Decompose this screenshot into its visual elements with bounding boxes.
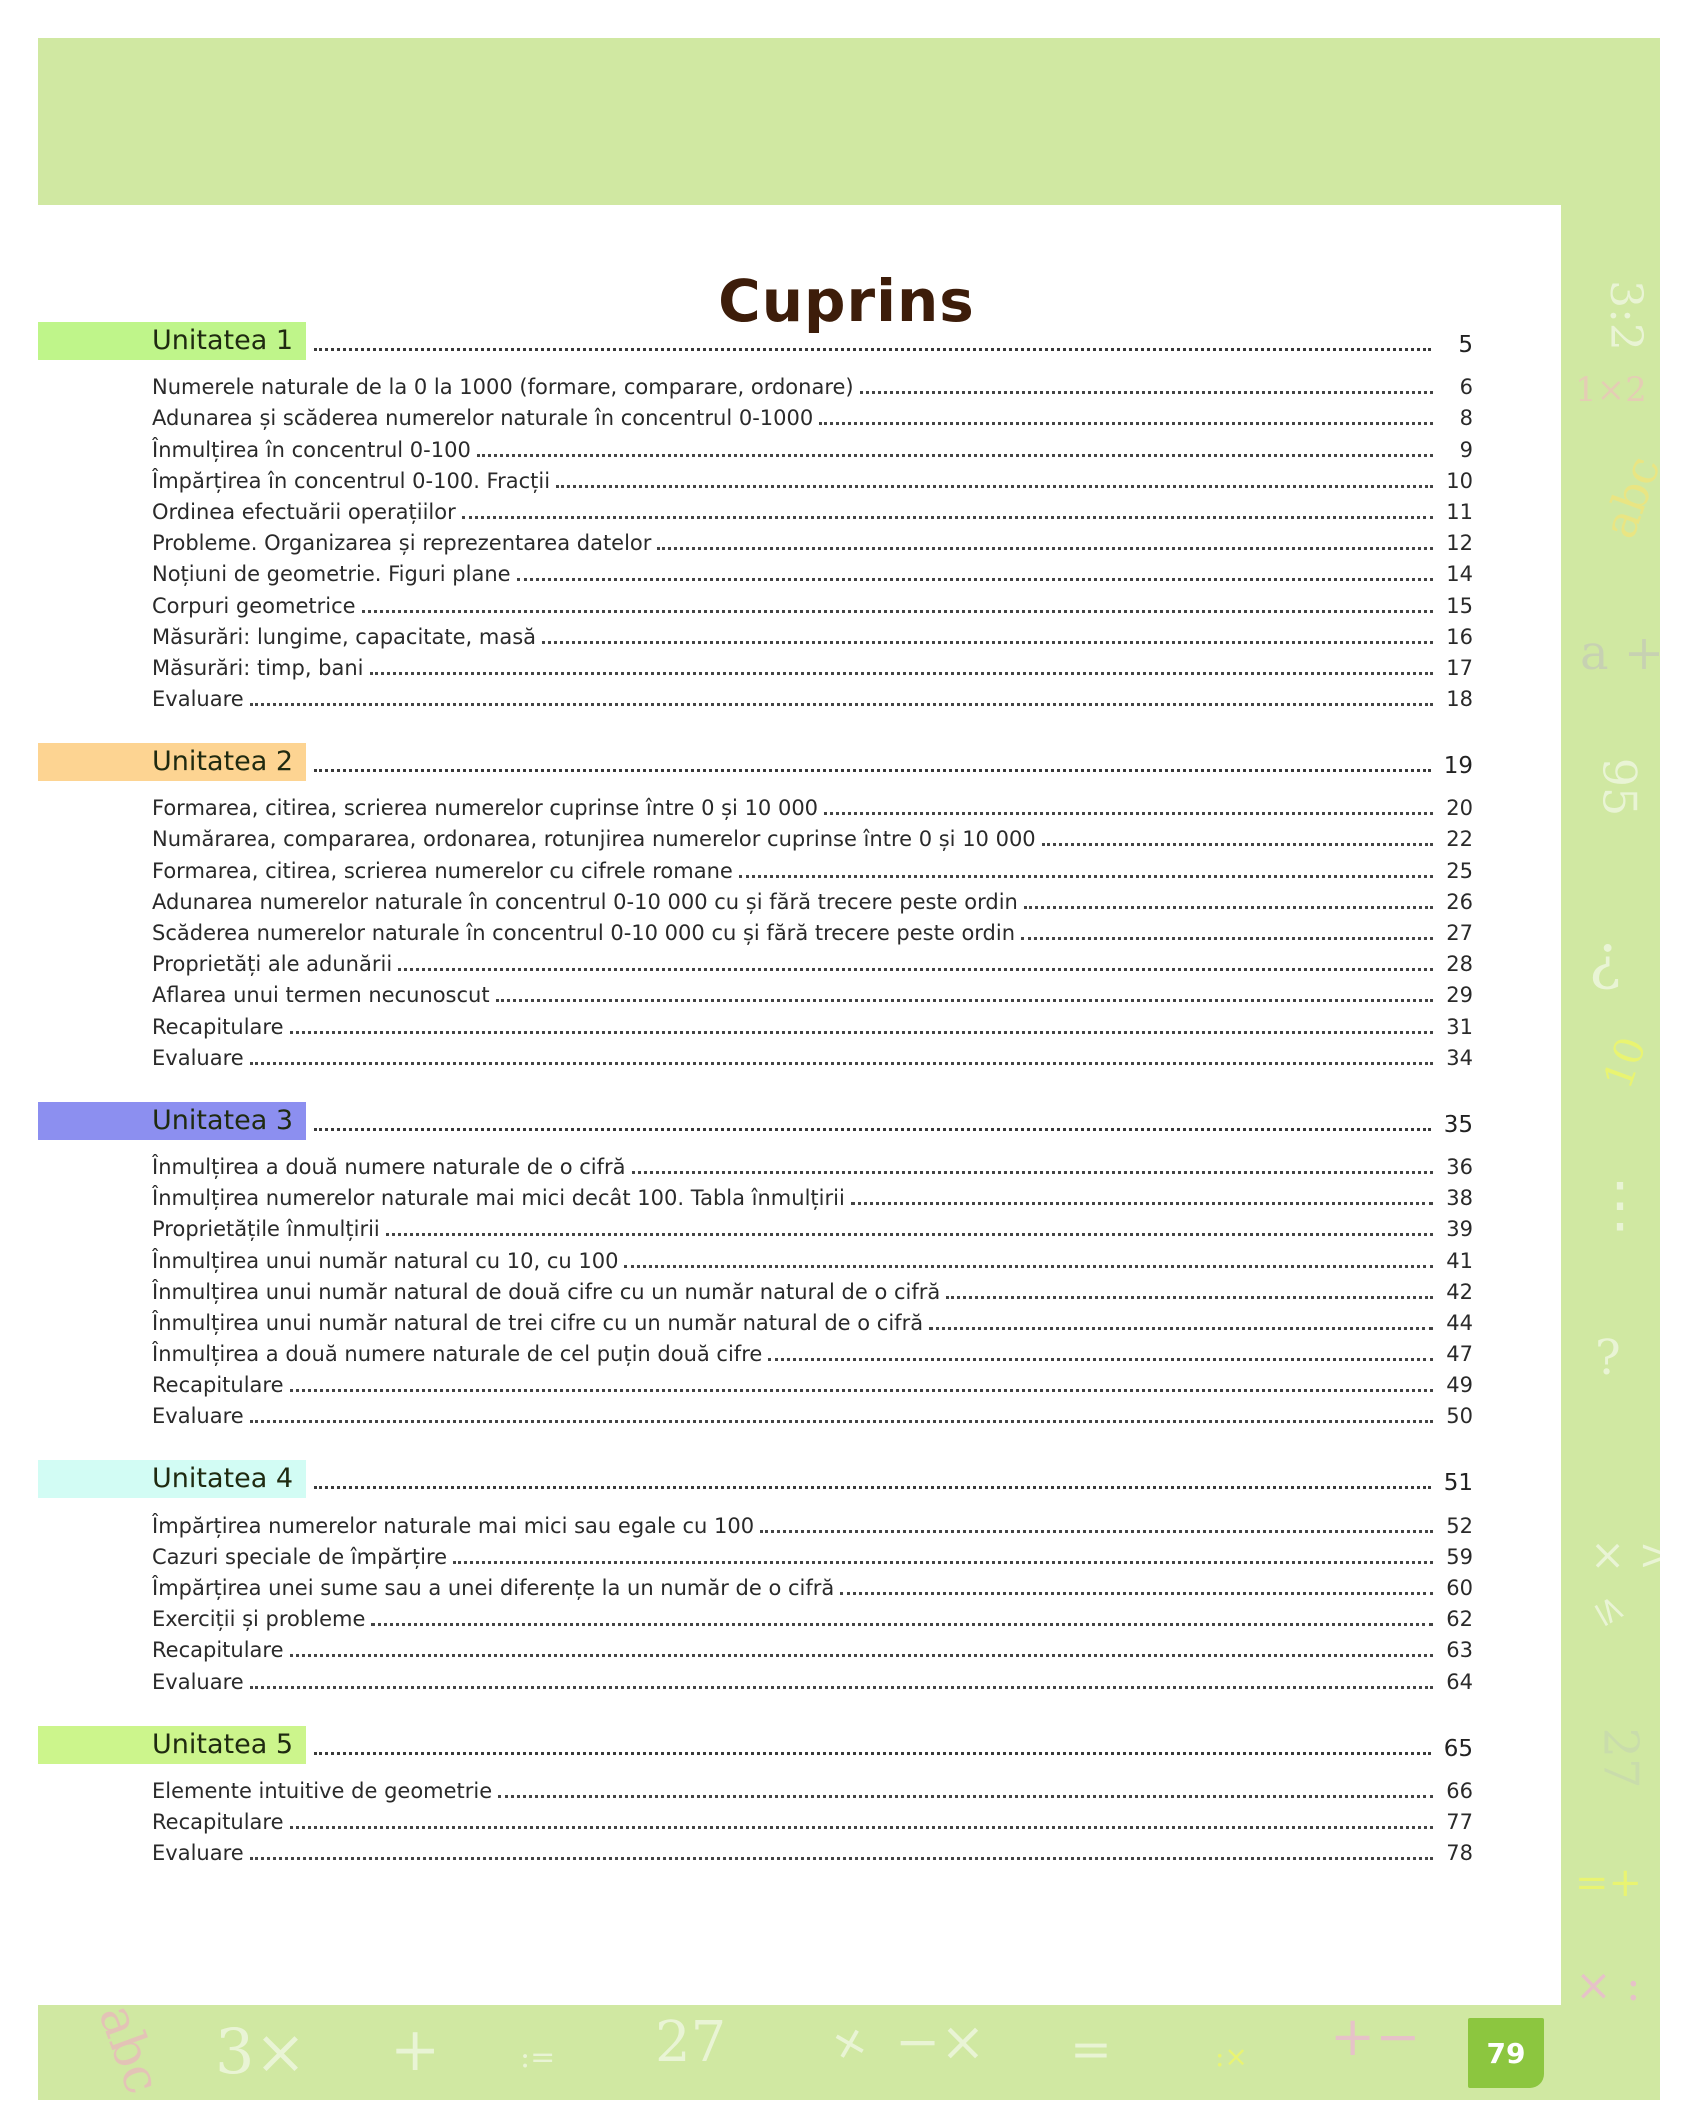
toc-entry	[38, 885, 1473, 916]
math-symbol-decoration: abc	[87, 1996, 173, 2102]
toc-entry-title: Înmulțirea unui număr natural cu 10, cu 100	[152, 1248, 619, 1273]
toc-entry	[38, 682, 1473, 713]
unit-page-number: 19	[1443, 753, 1473, 780]
unit-heading: Unitatea 4	[38, 1460, 306, 1498]
unit-page-number: 65	[1443, 1735, 1473, 1762]
toc-entry-page: 38	[1446, 1186, 1473, 1211]
math-symbol-decoration: 95	[1592, 757, 1647, 817]
toc-entry	[38, 1009, 1473, 1040]
unit-heading: Unitatea 5	[38, 1726, 306, 1764]
unit-heading: Unitatea 2	[38, 743, 306, 781]
toc-entry	[38, 1664, 1473, 1695]
dot-leader	[946, 1296, 1433, 1299]
table-of-contents	[38, 320, 1473, 1895]
toc-entry-title: Recapitulare	[152, 1014, 284, 1039]
toc-entry	[38, 1041, 1473, 1072]
toc-entry-page: 26	[1446, 889, 1473, 914]
toc-entry-title: Formarea, citirea, scrierea numerelor cuprinse între 0 și 10 000	[152, 796, 819, 821]
dot-leader	[851, 1202, 1433, 1205]
dot-leader	[386, 1233, 1433, 1236]
dot-leader	[498, 1795, 1433, 1798]
toc-entry-title: Adunarea și scăderea numerelor naturale în concentrul 0-1000	[152, 406, 814, 431]
toc-entry-page: 18	[1446, 687, 1473, 712]
toc-entry	[38, 822, 1473, 853]
dot-leader	[517, 578, 1433, 581]
toc-entry	[38, 401, 1473, 432]
math-symbol-decoration: 3×	[215, 2015, 307, 2088]
unit-page-number: 51	[1443, 1470, 1473, 1497]
dot-leader	[1042, 843, 1433, 846]
toc-entry-title: Probleme. Organizarea și reprezentarea datelor	[152, 531, 652, 556]
toc-entry-page: 16	[1446, 624, 1473, 649]
toc-entry	[38, 1306, 1473, 1337]
toc-entry	[38, 1602, 1473, 1633]
toc-entry-page: 47	[1446, 1342, 1473, 1367]
toc-entry	[38, 370, 1473, 401]
dot-leader	[556, 485, 1433, 488]
dot-leader	[362, 610, 1433, 613]
toc-entry-page: 77	[1446, 1809, 1473, 1834]
dot-leader	[250, 1420, 1433, 1423]
unit-heading-row	[38, 1724, 1473, 1764]
toc-entry-page: 49	[1446, 1373, 1473, 1398]
dot-leader	[314, 1752, 1431, 1755]
unit-section	[38, 741, 1473, 1072]
math-symbol-decoration: 10	[1595, 1031, 1656, 1095]
toc-entry-title: Înmulțirea a două numere naturale de cel puțin două cifre	[152, 1342, 763, 1367]
toc-entry-title: Cazuri speciale de împărțire	[152, 1544, 448, 1569]
toc-entry-title: Evaluare	[152, 1841, 244, 1866]
unit-page-number: 5	[1458, 332, 1473, 358]
math-symbol-decoration: :×	[1215, 2040, 1248, 2073]
dot-leader	[860, 391, 1433, 394]
dot-leader	[290, 1654, 1434, 1657]
math-symbol-decoration: abc	[1591, 448, 1671, 546]
unit-heading: Unitatea 1	[38, 322, 306, 360]
dot-leader	[840, 1592, 1433, 1595]
dot-leader	[314, 348, 1431, 351]
toc-entry	[38, 1399, 1473, 1430]
toc-entry-page: 9	[1459, 437, 1473, 462]
toc-entry	[38, 1836, 1473, 1867]
dot-leader	[1024, 906, 1433, 909]
dot-leader	[657, 547, 1433, 550]
toc-entry	[38, 916, 1473, 947]
dot-leader	[370, 672, 1433, 675]
toc-entry-title: Proprietăți ale adunării	[152, 952, 393, 977]
math-symbol-decoration: × :	[1575, 1960, 1641, 2011]
toc-entry	[38, 1633, 1473, 1664]
toc-entry-title: Înmulțirea în concentrul 0-100	[152, 437, 471, 462]
toc-entry-title: Numerele naturale de la 0 la 1000 (formare, comparare, ordonare)	[152, 375, 854, 400]
toc-entry	[38, 495, 1473, 526]
math-symbol-decoration: +	[390, 2015, 441, 2085]
math-symbol-decoration: ?	[1590, 930, 1623, 1000]
toc-entry-title: Înmulțirea numerelor naturale mai mici decât 100. Tabla înmulțirii	[152, 1186, 845, 1211]
dot-leader	[453, 1561, 1433, 1564]
math-symbol-decoration: +	[818, 2008, 882, 2078]
toc-entry-title: Înmulțirea unui număr natural de trei cifre cu un număr natural de o cifră	[152, 1310, 924, 1335]
toc-entry-page: 66	[1446, 1778, 1473, 1803]
dot-leader	[398, 968, 1433, 971]
dot-leader	[290, 1826, 1434, 1829]
toc-entry	[38, 526, 1473, 557]
unit-heading-row	[38, 1458, 1473, 1498]
toc-entry-title: Numărarea, compararea, ordonarea, rotunjirea numerelor cuprinse între 0 și 10 000	[152, 827, 1036, 852]
toc-entry	[38, 1368, 1473, 1399]
toc-entry-page: 28	[1446, 952, 1473, 977]
toc-entry-page: 63	[1446, 1638, 1473, 1663]
toc-entry	[38, 432, 1473, 463]
toc-entry-title: Împărțirea numerelor naturale mai mici sau egale cu 100	[152, 1513, 755, 1538]
toc-entry-title: Evaluare	[152, 1669, 244, 1694]
unit-page-number: 35	[1443, 1111, 1473, 1138]
toc-entry	[38, 1243, 1473, 1274]
toc-entry-page: 44	[1446, 1310, 1473, 1335]
toc-entry	[38, 651, 1473, 682]
toc-entry-title: Adunarea numerelor naturale în concentrul 0-10 000 cu și fără trecere peste ordin	[152, 889, 1018, 914]
toc-entry-page: 27	[1446, 921, 1473, 945]
math-symbol-decoration: a +	[1580, 625, 1665, 681]
toc-entry	[38, 947, 1473, 978]
unit-heading-row	[38, 741, 1473, 781]
math-symbol-decoration: × >	[1590, 1530, 1674, 1579]
math-symbol-decoration: 27	[1592, 1727, 1649, 1789]
toc-entry-title: Măsurări: timp, bani	[152, 655, 364, 680]
dot-leader	[496, 999, 1433, 1002]
dot-leader	[624, 1265, 1433, 1268]
unit-heading-row	[38, 320, 1473, 360]
unit-heading-row	[38, 1100, 1473, 1140]
toc-entry-title: Evaluare	[152, 687, 244, 712]
toc-entry	[38, 557, 1473, 588]
toc-entry	[38, 791, 1473, 822]
toc-entry-page: 39	[1446, 1217, 1473, 1242]
math-symbol-decoration: 3:2	[1599, 280, 1651, 351]
toc-entry-page: 29	[1446, 983, 1473, 1008]
page-number-badge: 79	[1468, 2018, 1544, 2088]
toc-entry-title: Recapitulare	[152, 1373, 284, 1398]
dot-leader	[250, 1062, 1433, 1065]
toc-entry	[38, 1212, 1473, 1243]
math-symbol-decoration: 1×2	[1575, 370, 1647, 410]
toc-entry-title: Împărțirea unei sume sau a unei diferențe la un număr de o cifră	[152, 1576, 835, 1600]
toc-entry-title: Recapitulare	[152, 1809, 284, 1834]
toc-entry-title: Aflarea unui termen necunoscut	[152, 983, 490, 1008]
unit-section	[38, 320, 1473, 713]
toc-entry	[38, 1540, 1473, 1571]
toc-entry-page: 64	[1446, 1669, 1473, 1694]
toc-entry-page: 52	[1446, 1513, 1473, 1538]
toc-entry	[38, 1805, 1473, 1836]
dot-leader	[290, 1031, 1434, 1034]
toc-entry-page: 78	[1446, 1841, 1473, 1866]
toc-entry-page: 62	[1446, 1607, 1473, 1632]
toc-entry-page: 20	[1446, 796, 1473, 821]
toc-entry-title: Ordinea efectuării operațiilor	[152, 499, 456, 524]
toc-entry	[38, 588, 1473, 619]
toc-entry	[38, 1275, 1473, 1306]
toc-entry-title: Noțiuni de geometrie. Figuri plane	[152, 562, 511, 587]
toc-entry-page: 42	[1446, 1279, 1473, 1304]
math-symbol-decoration: ⋮ ⁞	[1590, 1170, 1686, 1240]
toc-entry-page: 34	[1446, 1045, 1473, 1070]
dot-leader	[768, 1358, 1433, 1361]
toc-entry-title: Formarea, citirea, scrierea numerelor cu cifrele romane	[152, 858, 733, 883]
toc-entry	[38, 853, 1473, 884]
dot-leader	[824, 812, 1433, 815]
math-symbol-decoration: :=	[520, 2040, 556, 2075]
toc-entry-page: 22	[1446, 827, 1473, 852]
toc-entry-page: 31	[1446, 1014, 1473, 1039]
page-title: Cuprins	[718, 266, 975, 335]
dot-leader	[314, 1486, 1431, 1489]
toc-entry-title: Recapitulare	[152, 1638, 284, 1663]
dot-leader	[1021, 937, 1433, 940]
toc-entry-page: 11	[1446, 499, 1473, 524]
dot-leader	[819, 422, 1433, 425]
math-symbol-decoration: =+	[1575, 1860, 1643, 1906]
dot-leader	[929, 1327, 1433, 1330]
dot-leader	[462, 516, 1433, 519]
math-symbol-decoration: ?	[1595, 1330, 1621, 1386]
toc-entry-page: 36	[1446, 1154, 1473, 1179]
dot-leader	[760, 1530, 1433, 1533]
toc-entry-page: 10	[1446, 468, 1473, 493]
toc-entry-page: 15	[1446, 593, 1473, 618]
toc-entry-title: Înmulțirea unui număr natural de două cifre cu un număr natural de o cifră	[152, 1279, 941, 1304]
toc-entry	[38, 1774, 1473, 1805]
toc-entry-page: 14	[1446, 562, 1473, 587]
toc-entry-page: 50	[1446, 1404, 1473, 1429]
toc-entry-title: Măsurări: lungime, capacitate, masă	[152, 624, 537, 649]
toc-entry-title: Proprietățile înmulțirii	[152, 1217, 380, 1242]
unit-section	[38, 1458, 1473, 1695]
math-symbol-decoration: =	[1070, 2020, 1112, 2078]
toc-entry-title: Exerciții și probleme	[152, 1607, 366, 1632]
toc-entry-page: 60	[1446, 1576, 1473, 1600]
toc-entry-page: 8	[1459, 406, 1473, 431]
dot-leader	[739, 875, 1433, 878]
math-symbol-decoration: +−	[1330, 2005, 1421, 2068]
dot-leader	[290, 1389, 1434, 1392]
toc-entry	[38, 1337, 1473, 1368]
toc-entry-title: Evaluare	[152, 1045, 244, 1070]
dot-leader	[371, 1623, 1433, 1626]
unit-section	[38, 1100, 1473, 1431]
toc-entry	[38, 464, 1473, 495]
toc-entry-page: 59	[1446, 1544, 1473, 1569]
toc-entry	[38, 1508, 1473, 1539]
toc-entry	[38, 1181, 1473, 1212]
toc-entry-page: 12	[1446, 531, 1473, 556]
toc-entry-title: Împărțirea în concentrul 0-100. Fracții	[152, 468, 551, 493]
toc-entry	[38, 978, 1473, 1009]
toc-entry-title: Scăderea numerelor naturale în concentrul 0-10 000 cu și fără trecere peste ordin	[152, 921, 1016, 945]
toc-entry-title: Înmulțirea a două numere naturale de o cifră	[152, 1154, 626, 1179]
toc-entry-page: 6	[1459, 375, 1473, 400]
dot-leader	[250, 703, 1433, 706]
toc-entry-page: 25	[1446, 858, 1473, 883]
math-symbol-decoration: ≤	[1584, 1587, 1636, 1634]
toc-entry-page: 41	[1446, 1248, 1473, 1273]
dot-leader	[477, 454, 1433, 457]
dot-leader	[250, 1686, 1433, 1689]
unit-heading: Unitatea 3	[38, 1102, 306, 1140]
math-symbol-decoration: 27	[655, 2010, 727, 2075]
toc-entry	[38, 1150, 1473, 1181]
dot-leader	[314, 769, 1431, 772]
toc-entry-page: 17	[1446, 655, 1473, 680]
dot-leader	[314, 1128, 1431, 1131]
toc-entry	[38, 620, 1473, 651]
toc-entry	[38, 1571, 1473, 1602]
dot-leader	[250, 1857, 1433, 1860]
dot-leader	[632, 1171, 1433, 1174]
toc-entry-title: Corpuri geometrice	[152, 593, 356, 618]
math-symbol-decoration: −×	[895, 2010, 986, 2073]
unit-section	[38, 1724, 1473, 1868]
dot-leader	[542, 641, 1433, 644]
toc-entry-title: Elemente intuitive de geometrie	[152, 1778, 493, 1803]
toc-entry-title: Evaluare	[152, 1404, 244, 1429]
